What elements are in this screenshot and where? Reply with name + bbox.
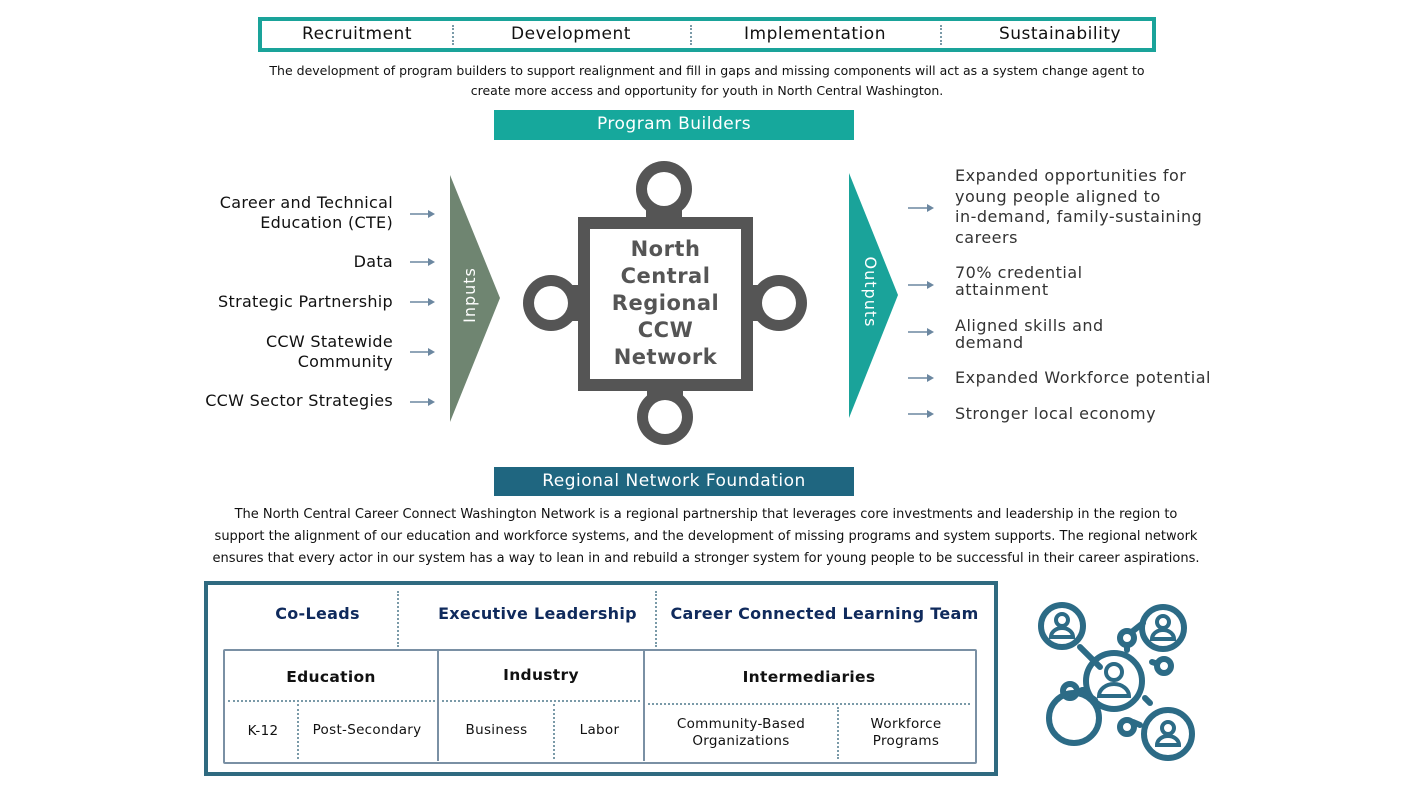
sub-line: Community-Based: [676, 716, 806, 732]
input-line: Education (CTE): [260, 213, 393, 232]
intro-line: create more access and opportunity for youth in North Central Washington.: [470, 83, 944, 98]
sub-workforce-programs: [840, 716, 972, 750]
foundation-line: ensures that every actor in our system has a way to lean in and rebuild a stronger system for young people to be successful in their career aspirations.: [212, 551, 1200, 566]
sub-labor: Labor: [579, 722, 620, 738]
row-divider: [228, 700, 435, 702]
input-item-strategic-partnership: Strategic Partnership: [218, 292, 393, 311]
input-line: CCW Statewide: [265, 332, 393, 351]
input-line: Career and Technical: [219, 193, 393, 212]
sub-business: Business: [465, 722, 528, 738]
input-item-ccw-sector: CCW Sector Strategies: [205, 391, 393, 410]
output-item-workforce: Expanded Workforce potential: [955, 368, 1211, 387]
intermediaries-title: Intermediaries: [742, 668, 876, 686]
input-item-cte: [150, 193, 393, 233]
output-item-economy: Stronger local economy: [955, 404, 1157, 423]
hub-line: Regional: [611, 291, 720, 315]
foundation-text: [180, 504, 1232, 570]
row-divider: [648, 703, 970, 705]
output-item-credential: [955, 264, 1235, 298]
phase-sustainability: Sustainability: [998, 24, 1122, 44]
foundation-line: support the alignment of our education and workforce systems, and the development of missing programs and system supports. The regional network: [214, 529, 1198, 544]
network-people-icon: [1030, 595, 1205, 765]
industry-title: Industry: [503, 666, 579, 684]
output-item-aligned-skills: [955, 317, 1235, 351]
phase-implementation: Implementation: [744, 24, 886, 44]
hub-line: Central: [620, 264, 711, 288]
output-line: demand: [955, 333, 1024, 352]
sub-line: Workforce: [870, 716, 942, 732]
outputs-label: Outputs: [861, 256, 880, 328]
output-line: careers: [955, 227, 1018, 247]
row-divider: [442, 700, 640, 702]
output-line: 70% credential: [955, 263, 1083, 282]
phase-development: Development: [511, 24, 631, 44]
sub-divider: [553, 704, 555, 759]
inputs-label: Inputs: [460, 267, 479, 323]
input-line: Community: [297, 352, 393, 371]
ccl-team-header: Career Connected Learning Team: [670, 604, 979, 623]
intro-line: The development of program builders to support realignment and fill in gaps and missing components will act as a system change agent to: [269, 63, 1145, 78]
sub-k12: K-12: [247, 723, 279, 739]
executive-leadership-header: Executive Leadership: [438, 604, 637, 623]
hub-title: [590, 236, 741, 371]
output-line: young people aligned to: [955, 186, 1161, 206]
hub-line: Network: [613, 345, 718, 369]
output-line: attainment: [955, 280, 1049, 299]
output-item-expanded-opportunities: [955, 166, 1235, 248]
input-item-ccw-statewide: [150, 332, 393, 372]
co-leads-header: Co-Leads: [275, 604, 360, 623]
output-line: in-demand, family-sustaining: [955, 207, 1203, 226]
input-item-data: Data: [353, 252, 393, 271]
output-line: Expanded opportunities for: [955, 166, 1187, 185]
sub-line: Organizations: [692, 733, 790, 749]
header-divider: [655, 591, 657, 647]
program-builders-banner: Program Builders: [494, 110, 854, 140]
hub-line: North: [630, 237, 701, 261]
education-title: Education: [286, 668, 376, 686]
output-arrows: [908, 204, 934, 418]
foundation-line: The North Central Career Connect Washington Network is a regional partnership that leverages core investments and leadership in the region to: [234, 507, 1178, 522]
output-line: Aligned skills and: [955, 316, 1104, 335]
header-divider: [397, 591, 399, 647]
hub-line: CCW: [637, 318, 694, 342]
sub-community-based: [645, 716, 837, 750]
sub-divider: [837, 707, 839, 759]
sub-post-secondary: Post-Secondary: [312, 722, 422, 738]
input-arrows: [410, 210, 435, 406]
foundation-banner: Regional Network Foundation: [494, 467, 854, 496]
sub-line: Programs: [872, 733, 940, 749]
phase-recruitment: Recruitment: [302, 24, 412, 44]
